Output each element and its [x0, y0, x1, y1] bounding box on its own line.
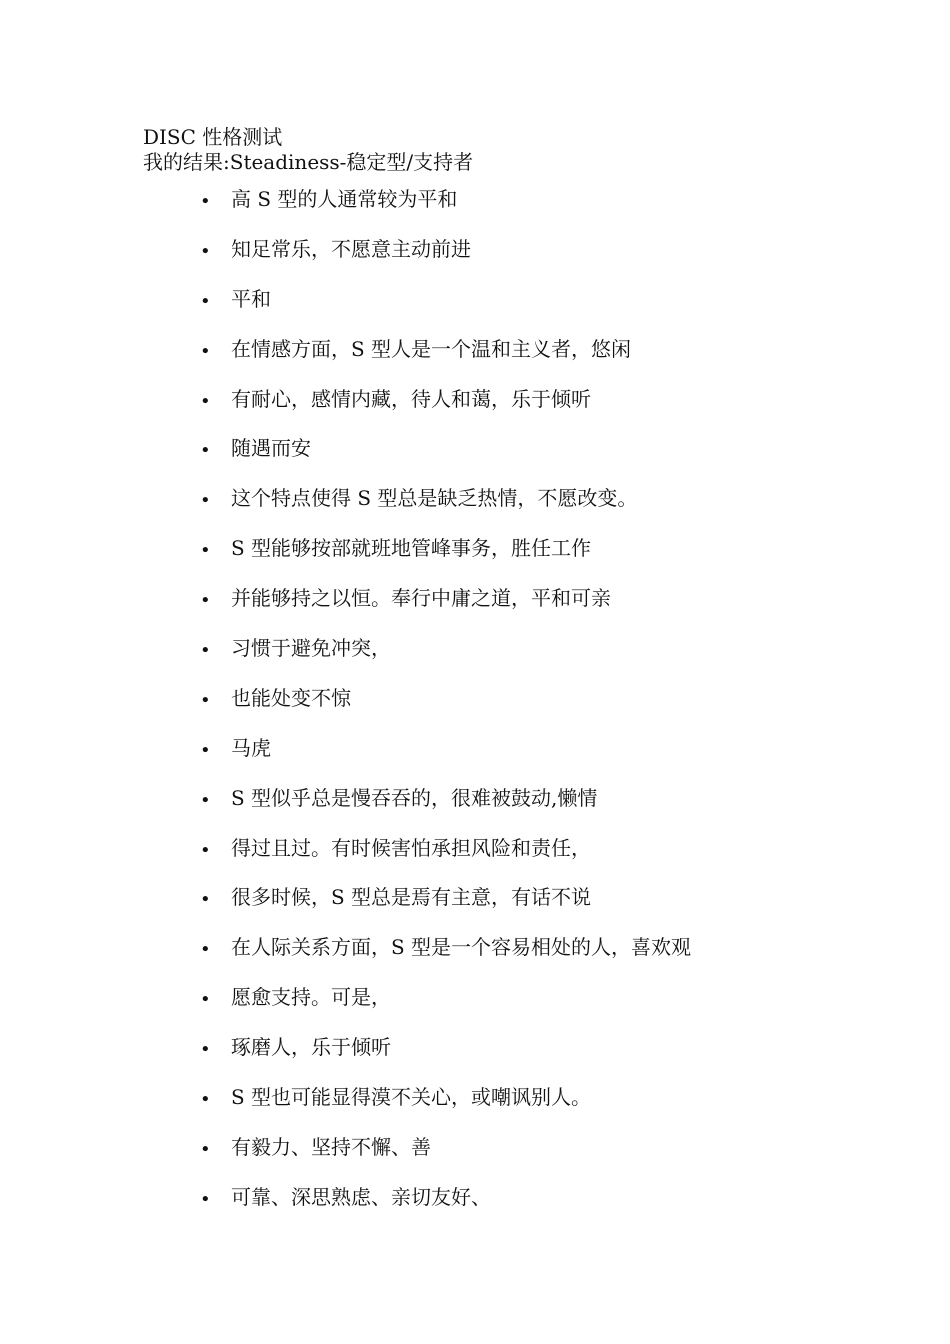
list-item: [0, 1182, 950, 1232]
list-item-text: 琢磨人，乐于倾听: [231, 1035, 391, 1060]
list-item: [0, 483, 950, 533]
list-item-text: 有毅力、坚持不懈、善: [231, 1134, 431, 1159]
list-item-text: 平和: [231, 286, 271, 311]
list-item-text: S 型似乎总是慢吞吞的，很难被鼓动,懒情: [231, 785, 598, 810]
list-item-text: 这个特点使得 S 型总是缺乏热情，不愿改变。: [231, 486, 638, 511]
list-item-text: 很多时候，S 型总是焉有主意，有话不说: [231, 885, 592, 910]
list-item-text: 在情感方面，S 型人是一个温和主义者，悠闲: [231, 336, 632, 361]
bullet-icon: •: [200, 689, 211, 711]
list-item: [0, 783, 950, 833]
list-item: [0, 184, 950, 234]
list-item: [0, 384, 950, 434]
bullet-icon: •: [200, 290, 211, 312]
list-item-text: 随遇而安: [231, 436, 311, 461]
list-item: [0, 284, 950, 334]
bullet-icon: •: [200, 1138, 211, 1160]
list-item: [0, 982, 950, 1032]
list-item-text: 知足常乐，不愿意主动前进: [231, 236, 471, 261]
list-item: [0, 683, 950, 733]
list-item-text: 马虎: [231, 735, 271, 760]
list-item: [0, 583, 950, 633]
list-item-text: 在人际关系方面，S 型是一个容易相处的人，喜欢观: [231, 935, 692, 960]
list-item-text: 高 S 型的人通常较为平和: [231, 187, 458, 211]
list-item: [0, 633, 950, 683]
list-item-text: 可靠、深思熟虑、亲切友好、: [231, 1184, 491, 1209]
bullet-icon: •: [200, 1188, 211, 1210]
list-item: [0, 733, 950, 783]
bullet-icon: •: [200, 340, 211, 362]
bullet-icon: •: [200, 839, 211, 861]
list-item: [0, 234, 950, 284]
bullet-icon: •: [200, 640, 211, 662]
bullet-icon: •: [200, 590, 211, 612]
list-item-text: 也能处变不惊: [231, 685, 351, 710]
list-item-text: 并能够持之以恒。奉行中庸之道，平和可亲: [231, 586, 611, 611]
bullet-icon: •: [200, 939, 211, 961]
bullet-icon: •: [200, 739, 211, 761]
list-item-text: S 型也可能显得漠不关心，或嘲讽别人。: [231, 1085, 592, 1110]
list-item-text: 得过且过。有时候害怕承担风险和责任，: [231, 835, 591, 860]
bullet-icon: •: [200, 390, 211, 412]
list-item: [0, 833, 950, 883]
list-item: [0, 1132, 950, 1182]
list-item-text: S 型能够按部就班地管峰事务，胜任工作: [231, 536, 592, 561]
bullet-icon: •: [200, 440, 211, 462]
bullet-icon: •: [200, 240, 211, 262]
bullet-icon: •: [200, 889, 211, 911]
list-item-text: 有耐心，感情内藏，待人和蔼，乐于倾听: [231, 386, 591, 411]
bullet-icon: •: [200, 540, 211, 562]
list-item: [0, 334, 950, 384]
bullet-icon: •: [200, 490, 211, 512]
list-item: [0, 882, 950, 932]
list-item: [0, 433, 950, 483]
bullet-icon: •: [200, 789, 211, 811]
bullet-icon: •: [200, 1039, 211, 1061]
list-item: [0, 932, 950, 982]
list-item-text: 习惯于避免冲突，: [231, 636, 391, 661]
list-item-text: 愿愈支持。可是，: [231, 985, 391, 1010]
trait-list: [0, 184, 950, 1232]
bullet-icon: •: [200, 1089, 211, 1111]
list-item: [0, 533, 950, 583]
document-title: DISC 性格测试: [143, 125, 283, 149]
result-line: 我的结果:Steadiness-稳定型/支持者: [143, 150, 474, 174]
list-item: [0, 1032, 950, 1082]
bullet-icon: •: [200, 989, 211, 1011]
bullet-icon: •: [200, 191, 211, 212]
list-item: [0, 1082, 950, 1132]
